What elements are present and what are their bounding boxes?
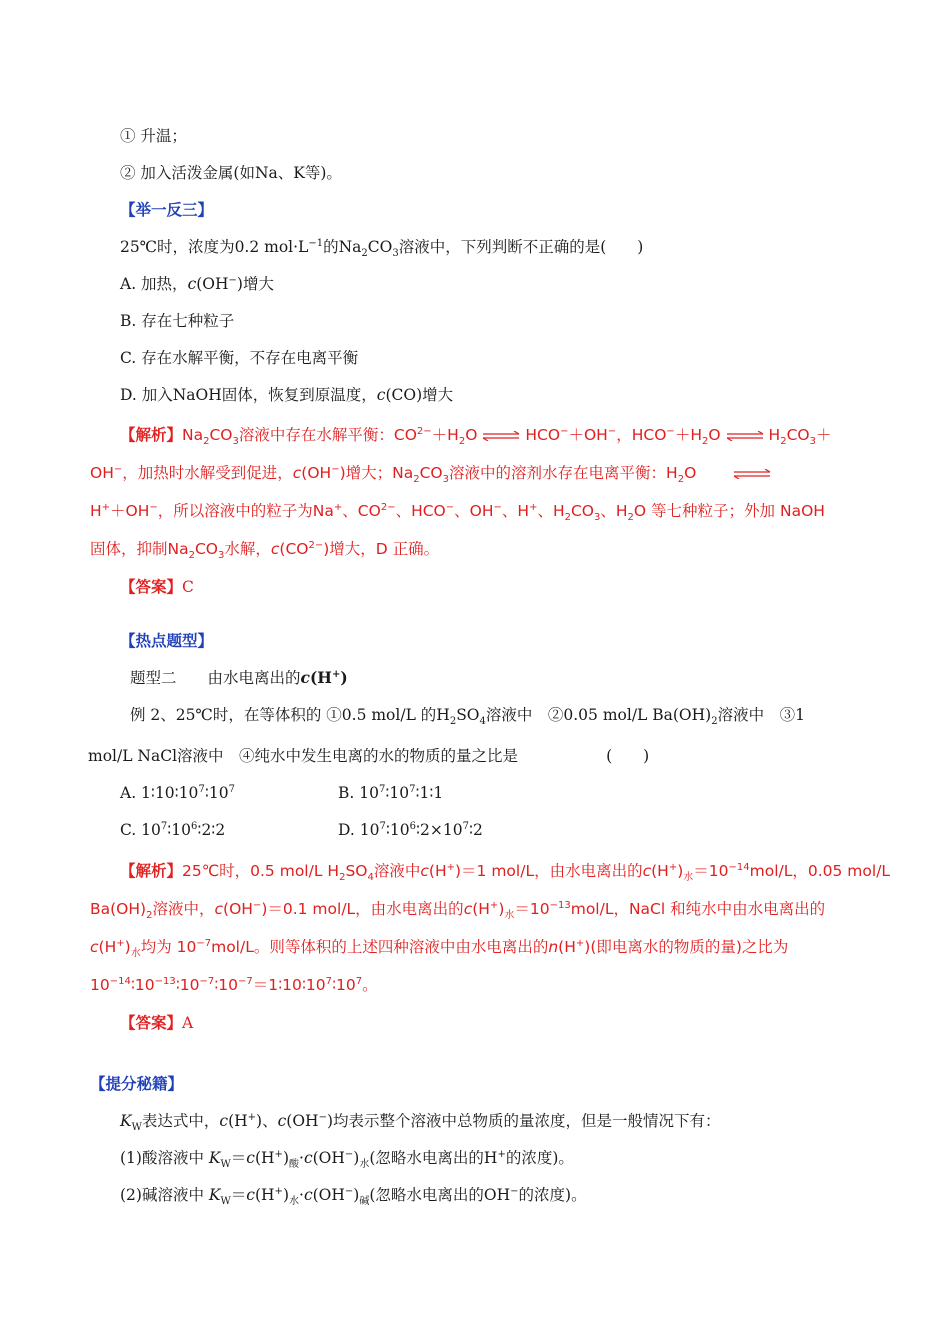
example2-analysis-line4: $10^{-14}∶10^{-13}∶10^{-7}∶10^{-7}=1∶10∶10^7∶10^7$。 bbox=[90, 975, 378, 994]
analysis-tag: 【解析】 bbox=[120, 426, 183, 444]
example1-option-b: B. 存在七种粒子 bbox=[120, 312, 235, 330]
tips-line1: $K_W$表达式中，c(H+)、c(OH−)均表示整个溶液中总物质的量浓度，但是一般情况下有： bbox=[120, 1111, 721, 1134]
example2-answer bbox=[120, 1013, 193, 1033]
example1-header: 【举一反三】 bbox=[120, 201, 214, 219]
example2-analysis-line1: 【解析】25℃时，0.5 mol/L $H_2SO_4$溶液中c(H+)＝1 mol/L，由水电离出的$c(H^+)_水=10^{-14}mol/L$，0.05 mol/L bbox=[120, 861, 891, 884]
reversible-arrow-icon bbox=[732, 469, 772, 479]
method-item-1: ① 升温； bbox=[120, 127, 187, 145]
tips-line3: (2)碱溶液中 $K_W=c(H^+)_水\cdot c(OH^-)_碱$(忽略水电离出的OH−的浓度)。 bbox=[120, 1185, 587, 1208]
example2-analysis-line2: $Ba(OH)_2$溶液中，c(OH−)＝0.1 mol/L，由水电离出的$c(H^+)_水=10^{-13}mol/L$，NaCl 和纯水中由水电离出的 bbox=[90, 899, 826, 922]
example2-question-line1: 例 2、25℃时，在等体积的 ①0.5 mol/L 的$H_2SO_4$溶液中 ②0.05 mol/L $Ba(OH)_2$溶液中 ③1 bbox=[130, 706, 805, 728]
example1-analysis-line1: 【解析】$Na_2CO_3$溶液中存在水解平衡：$CO^{2-}+H_2O$ HCO−＋OH−，$HCO^-+H_2O$ $H_2CO_3+$ bbox=[120, 425, 832, 448]
example2-option-b: B. $10^7∶10^7∶1∶1$ bbox=[338, 783, 444, 802]
reversible-arrow-icon bbox=[481, 431, 521, 441]
answer-tag: 【答案】 bbox=[120, 1013, 183, 1032]
tips-header: 【提分秘籍】 bbox=[90, 1075, 184, 1093]
example2-question-line2: mol/L NaCl溶液中 ④纯水中发生电离的水的物质的量之比是 ( ) bbox=[88, 747, 650, 765]
method-item-2: ② 加入活泼金属(如Na、K等)。 bbox=[120, 164, 342, 182]
tips-line2: (1)酸溶液中 $K_W=c(H^+)_酸\cdot c(OH^-)_水$(忽略水电离出的H+的浓度)。 bbox=[120, 1148, 574, 1171]
example1-analysis-line4: 固体，抑制$Na_2CO_3$水解，$c(CO^{2-})$增大，D 正确。 bbox=[90, 539, 440, 562]
example2-header: 【热点题型】 bbox=[120, 632, 214, 650]
example1-analysis-line3: H+＋OH−，所以溶液中的粒子为Na+、$CO^{2-}$、HCO−、OH−、H+、$H_2CO_3$、$H_2O$ 等七种粒子；外加 NaOH bbox=[90, 501, 825, 524]
example2-option-d: D. $10^7∶10^6∶2\times 10^7∶2$ bbox=[338, 820, 483, 839]
type-title: 题型二 由水电离出的c(H+) bbox=[130, 668, 348, 687]
reversible-arrow-icon bbox=[725, 431, 765, 441]
answer-value: C bbox=[182, 578, 194, 596]
example1-answer bbox=[120, 577, 194, 597]
example1-option-a: A. 加热，c(OH−)增大 bbox=[120, 274, 274, 293]
example1-analysis-line2: OH−，加热时水解受到促进，c(OH−)增大；$Na_2CO_3$溶液中的溶剂水存在电离平衡：$H_2O$ bbox=[90, 463, 776, 483]
example2-analysis-line3: $c(H^+)_水$均为 $10^{-7}mol/L$。则等体积的上述四种溶液中由水电离出的n(H+)(即电离水的物质的量)之比为 bbox=[90, 937, 789, 960]
example2-option-a: A. $1∶10∶10^7∶10^7$ bbox=[120, 783, 235, 802]
answer-value: A bbox=[182, 1014, 194, 1032]
answer-tag: 【答案】 bbox=[120, 577, 183, 596]
example1-option-c: C. 存在水解平衡，不存在电离平衡 bbox=[120, 349, 359, 367]
analysis-tag: 【解析】 bbox=[120, 862, 183, 880]
example1-option-d: D. 加入NaOH固体，恢复到原温度，c(CO)增大 bbox=[120, 386, 454, 404]
example2-option-c: C. $10^7∶10^6∶2∶2$ bbox=[120, 820, 226, 839]
example1-question: 25℃时，浓度为0.2 $mol\cdot L^{-1}$的$Na_2CO_3$溶液中，下列判断不正确的是( ) bbox=[120, 237, 644, 260]
